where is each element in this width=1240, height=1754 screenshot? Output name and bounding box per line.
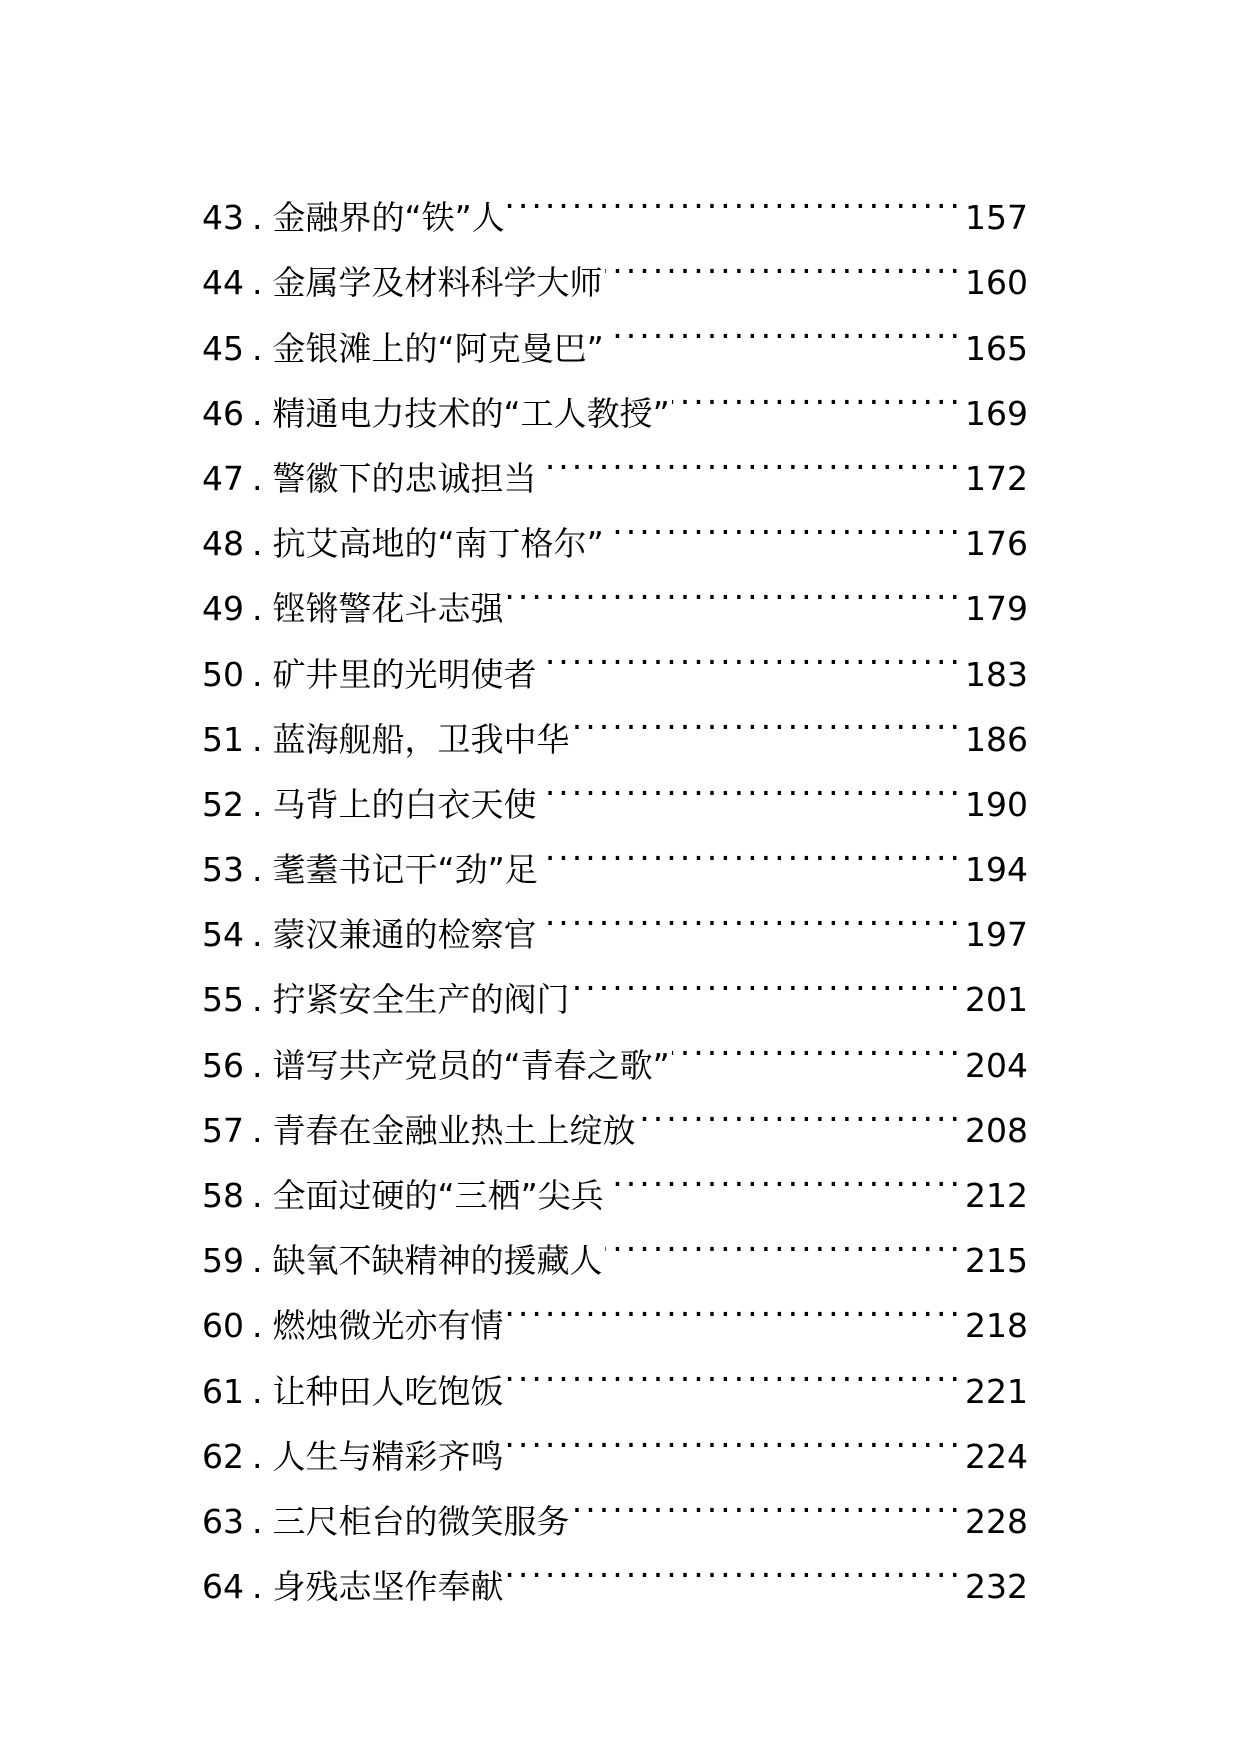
toc-entry-number: 45 — [202, 328, 244, 368]
toc-entry-title: 让种田人吃饱饭 — [272, 1371, 504, 1411]
toc-dot-leader — [606, 490, 963, 555]
toc-entry-number: 43 — [202, 198, 244, 238]
toc-dot-leader — [672, 1011, 963, 1076]
toc-entry-separator: . — [252, 1176, 263, 1215]
toc-entry-separator: . — [252, 850, 263, 890]
toc-dot-leader — [672, 360, 963, 425]
toc-entry-page: 197 — [965, 915, 1028, 955]
toc-entry-number: 63 — [202, 1501, 244, 1541]
toc-entry-page: 194 — [965, 850, 1028, 890]
toc-entry-separator: . — [252, 1045, 263, 1085]
toc-entry-page: 190 — [965, 784, 1028, 824]
toc-entry-page: 176 — [965, 524, 1028, 564]
toc-entry-separator: . — [252, 1436, 263, 1476]
toc-entry-separator: . — [252, 1371, 263, 1411]
toc-entry-page: 186 — [965, 719, 1028, 759]
toc-entry-page: 169 — [965, 393, 1028, 433]
toc-entry-number: 57 — [202, 1110, 244, 1150]
toc-entry-page: 212 — [965, 1176, 1028, 1215]
toc-entry-page: 215 — [965, 1241, 1028, 1281]
toc-dot-leader — [606, 1142, 963, 1207]
toc-entry-separator: . — [252, 915, 263, 955]
toc-entry-title: 拧紧安全生产的阀门 — [272, 980, 570, 1020]
toc-entry-number: 50 — [202, 654, 244, 694]
toc-entry-title: 蓝海舰船，卫我中华 — [272, 719, 570, 759]
toc-dot-leader — [506, 1272, 964, 1337]
toc-entry-title: 燃烛微光亦有情 — [272, 1306, 504, 1346]
toc-entry-page: 201 — [965, 980, 1028, 1020]
toc-entry-number: 48 — [202, 524, 244, 564]
toc-entry-separator: . — [252, 263, 263, 303]
toc-dot-leader — [506, 555, 964, 620]
toc-entry-page: 183 — [965, 654, 1028, 694]
toc-entry-page: 218 — [965, 1306, 1028, 1346]
toc-entry-title: 三尺柜台的微笑服务 — [272, 1501, 570, 1541]
toc-entry-title: 马背上的白衣天使 — [272, 784, 537, 824]
toc-dot-leader — [539, 620, 964, 685]
toc-entry-number: 46 — [202, 393, 244, 433]
toc-entry-title: 谱写共产党员的“青春之歌” — [272, 1045, 670, 1085]
toc-entry-title: 蒙汉兼通的检察官 — [272, 915, 537, 955]
toc-entry-title: 缺氧不缺精神的援藏人 — [272, 1241, 603, 1281]
toc-entry-separator: . — [252, 393, 263, 433]
toc-entry-separator: . — [252, 1110, 263, 1150]
toc-entry-title: 金融界的“铁”人 — [272, 198, 505, 238]
toc-entry-number: 51 — [202, 719, 244, 759]
toc-entry-number: 64 — [202, 1567, 244, 1607]
toc-entry-separator: . — [252, 719, 263, 759]
toc-entry-title: 青春在金融业热土上绽放 — [272, 1110, 636, 1150]
toc-dot-leader — [539, 751, 964, 816]
toc-dot-leader — [539, 425, 964, 490]
toc-entry-separator: . — [252, 328, 263, 368]
toc-entry-separator: . — [252, 1241, 263, 1281]
toc-entry-number: 62 — [202, 1436, 244, 1476]
toc-entry-separator: . — [252, 458, 263, 498]
toc-entry-title: 人生与精彩齐鸣 — [272, 1436, 504, 1476]
toc-dot-leader — [539, 881, 964, 946]
toc-entry-page: 172 — [965, 458, 1028, 498]
toc-entry-separator: . — [252, 654, 263, 694]
toc-entry-title: 精通电力技术的“工人教授” — [272, 393, 670, 433]
toc-entry-title: 铿锵警花斗志强 — [272, 589, 504, 629]
toc-entry-separator: . — [252, 1501, 263, 1541]
toc-dot-leader — [506, 1337, 964, 1402]
toc-dot-leader — [605, 1207, 964, 1272]
toc-entry-title: 矿井里的光明使者 — [272, 654, 537, 694]
toc-entry-page: 224 — [965, 1436, 1028, 1476]
toc-entry-page: 232 — [965, 1567, 1028, 1607]
toc-entry-number: 47 — [202, 458, 244, 498]
toc-entry-title: 耄耋书记干“劲”足 — [272, 850, 538, 890]
toc-entry-page: 204 — [965, 1045, 1028, 1085]
toc-dot-leader — [507, 164, 963, 229]
toc-entry-title: 金银滩上的“阿克曼巴” — [272, 328, 604, 368]
toc-entry-separator: . — [252, 784, 263, 824]
toc-entry-page: 157 — [965, 198, 1028, 238]
toc-entry-number: 54 — [202, 915, 244, 955]
toc-entry-separator: . — [252, 1567, 263, 1607]
toc-entry-page: 160 — [965, 263, 1028, 303]
toc-dot-leader — [506, 1533, 964, 1598]
toc-entry-page: 165 — [965, 328, 1028, 368]
toc-dot-leader — [572, 946, 964, 1011]
toc-entry-title: 全面过硬的“三栖”尖兵 — [272, 1176, 604, 1215]
toc-entry-page: 228 — [965, 1501, 1028, 1541]
toc-entry-number: 58 — [202, 1176, 244, 1215]
toc-dot-leader — [506, 1403, 964, 1468]
toc-entry-separator: . — [252, 980, 263, 1020]
toc-entry-page: 208 — [965, 1110, 1028, 1150]
toc-entry-number: 53 — [202, 850, 244, 890]
toc-dot-leader — [606, 294, 963, 359]
toc-entry-number: 49 — [202, 589, 244, 629]
toc-entry-number: 60 — [202, 1306, 244, 1346]
toc-entry-number: 56 — [202, 1045, 244, 1085]
toc-entry-number: 59 — [202, 1241, 244, 1281]
toc-dot-leader — [638, 1077, 964, 1142]
table-of-contents — [202, 164, 1028, 1607]
toc-dot-leader — [540, 816, 963, 881]
toc-entry-title: 警徽下的忠诚担当 — [272, 458, 537, 498]
toc-dot-leader — [572, 1468, 964, 1533]
toc-entry-number: 52 — [202, 784, 244, 824]
toc-dot-leader — [572, 686, 964, 751]
toc-entry-number: 44 — [202, 263, 244, 303]
toc-entry-number: 61 — [202, 1371, 244, 1411]
toc-entry-separator: . — [252, 1306, 263, 1346]
toc-entry-page: 221 — [965, 1371, 1028, 1411]
toc-entry[interactable] — [202, 164, 1028, 238]
toc-entry-number: 55 — [202, 980, 244, 1020]
toc-dot-leader — [605, 229, 964, 294]
toc-entry-separator: . — [252, 198, 263, 238]
toc-entry-separator: . — [252, 589, 263, 629]
toc-entry-title: 抗艾高地的“南丁格尔” — [272, 524, 604, 564]
toc-entry-title: 金属学及材料科学大师 — [272, 263, 603, 303]
toc-entry-separator: . — [252, 524, 263, 564]
toc-entry-page: 179 — [965, 589, 1028, 629]
toc-entry-title: 身残志坚作奉献 — [272, 1567, 504, 1607]
